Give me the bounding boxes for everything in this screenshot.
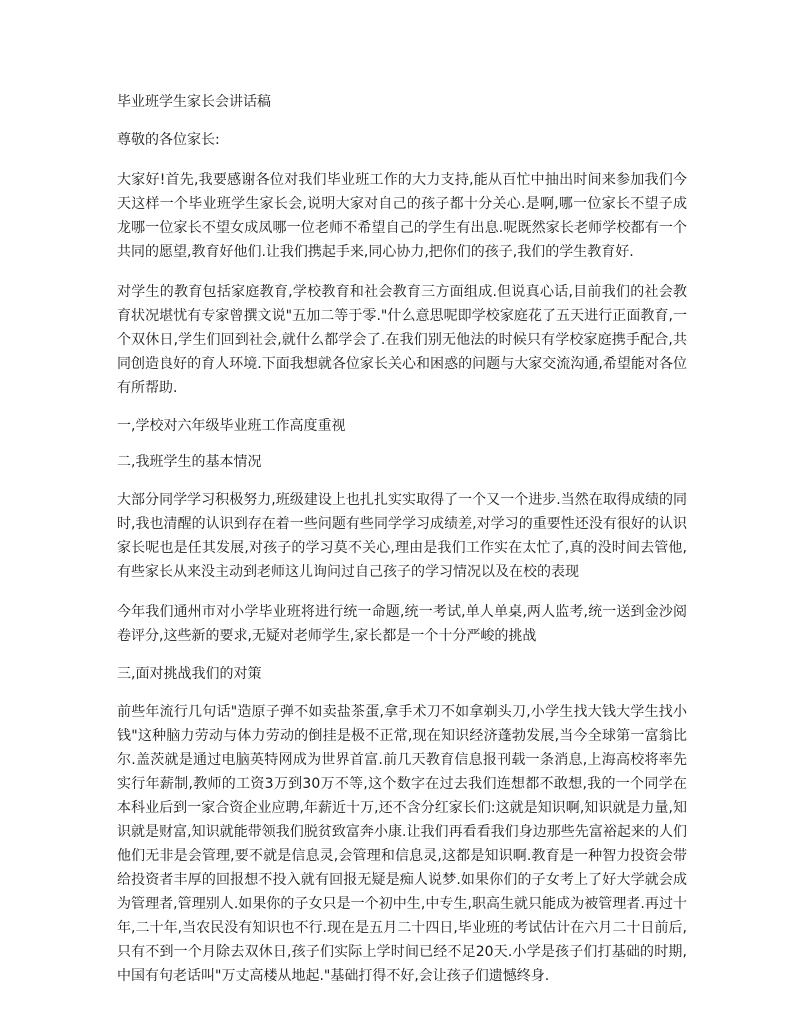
paragraph-exam-challenge: 今年我们通州市对小学毕业班将进行统一命题,统一考试,单人单桌,两人监考,统一送到金沙阅卷评分,这些新的要求,无疑对老师学生,家长都是一个十分严峻的挑战 (117, 604, 687, 644)
salutation: 尊敬的各位家长: (117, 132, 220, 148)
document-page (117, 92, 687, 1004)
paragraph-strategy: 前些年流行几句话"造原子弹不如卖盐茶蛋,拿手术刀不如拿剃头刀,小学生找大钱大学生找小钱"这种脑力劳动与体力劳动的倒挂是极不正常,现在知识经济蓬勃发展,当今全球第一富翁比尔.盖茨就是通过电脑英特网成为世界首富.前几天教育信息报刊载一条消息,上海高校将率先实行年薪制,教师的工资3万到30万不等,这个数字在过去我们连想都不敢想,我的一个同学在本科业后到一家合资企业应聘,年薪近十万,还不含分红家长们:这就是知识啊,知识就是力量,知识就是财富,知识就能带领我们脱贫致富奔小康.让我们再看看我们身边那些先富裕起来的人们他们无非是会管理,要不就是信息灵,会管理和信息灵,这都是知识啊.教育是一种智力投资会带给投资者丰厚的回报想不投入就有回报无疑是痴人说梦.如果你们的子女考上了好大学就会成为管理者,管理别人.如果你的子女只是一个初中生,中专生,职高生就只能成为被管理者.再过十年,二十年,当农民没有知识也不行.现在是五月二十四日,毕业班的考试估计在六月二十日前后,只有不到一个月除去双休日,孩子们实际上学时间已经不足20天.小学是孩子们打基础的时期,中国有句老话叫"万丈高楼从地起."基础打得不好,会让孩子们遗憾终身. (117, 704, 687, 984)
section-heading-2: 二,我班学生的基本情况 (117, 454, 262, 470)
document-title: 毕业班学生家长会讲话稿 (117, 94, 271, 110)
paragraph-education: 对学生的教育包括家庭教育,学校教育和社会教育三方面组成.但说真心话,目前我们的社会教育状况堪忧有专家曾撰文说"五加二等于零."什么意思呢即学校家庭花了五天进行正面教育,一个双休日,学生们回到社会,就什么都学会了.在我们别无他法的时候只有学校家庭携手配合,共同创造良好的育人环境.下面我想就各位家长关心和困惑的问题与大家交流沟通,希望能对各位有所帮助. (117, 284, 687, 396)
paragraph-opening: 大家好!首先,我要感谢各位对我们毕业班工作的大力支持,能从百忙中抽出时间来参加我们今天这样一个毕业班学生家长会,说明大家对自己的孩子都十分关心.是啊,哪一位家长不望子成龙哪一位家长不望女成凤哪一位老师不希望自己的学生有出息.呢既然家长老师学校都有一个共同的愿望,教育好他们.让我们携起手来,同心协力,把你们的孩子,我们的学生教育好. (117, 172, 687, 260)
section-heading-1: 一,学校对六年级毕业班工作高度重视 (117, 418, 346, 434)
section-heading-3: 三,面对挑战我们的对策 (117, 666, 262, 682)
paragraph-class-situation: 大部分同学学习积极努力,班级建设上也扎扎实实取得了一个又一个进步.当然在取得成绩的同时,我也清醒的认识到存在着一些问题有些同学学习成绩差,对学习的重要性还没有很好的认识家长呢也是任其发展,对孩子的学习莫不关心,理由是我们工作实在太忙了,真的没时间去管他,有些家长从来没主动到老师这儿询问过自己孩子的学习情况以及在校的表现 (117, 492, 687, 580)
